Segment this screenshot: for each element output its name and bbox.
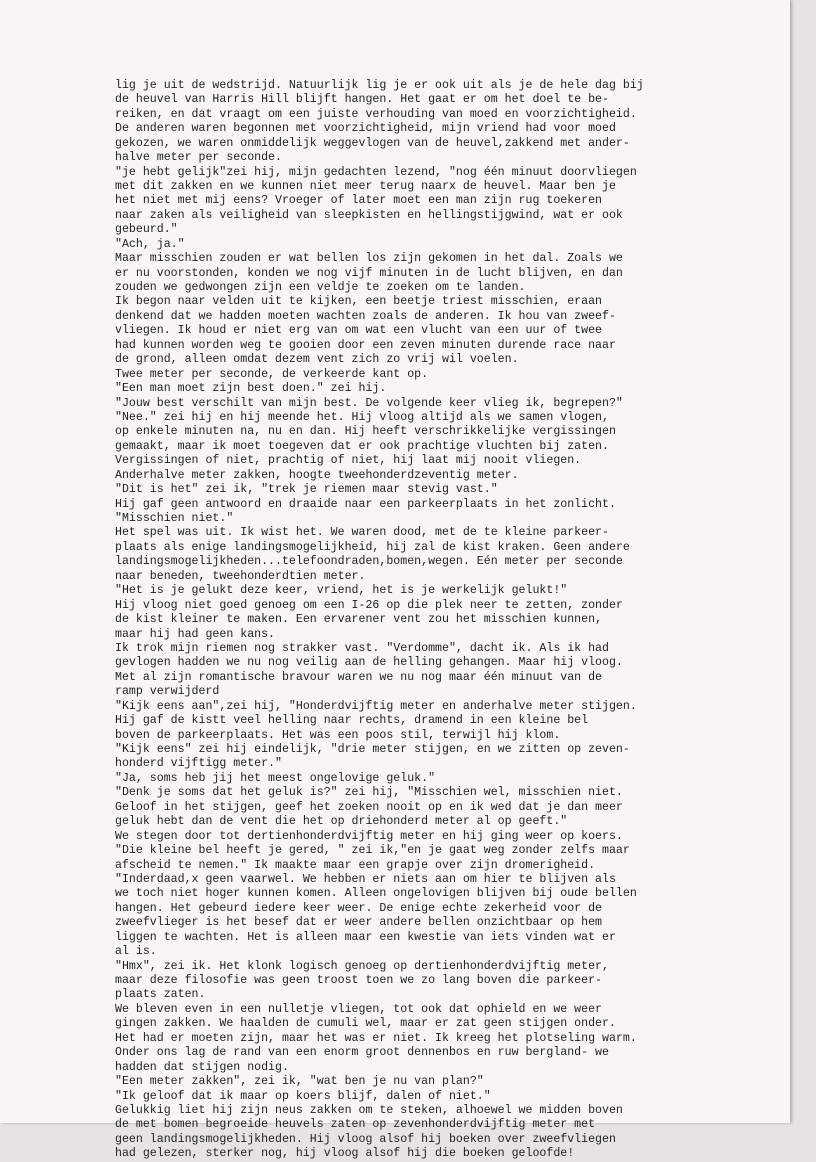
text-line: we toch niet hoger kunnen komen. Alleen ongelovigen blijven bij oude bellen	[115, 887, 637, 901]
text-line: geluk hebt dan de vent die het op driehonderd meter al op geeft."	[115, 815, 568, 829]
text-line: de kist kleiner te maken. Een ervarener vent zou het misschien kunnen,	[115, 613, 603, 627]
text-line: zouden we gedwongen zijn een veldje te zoeken om te landen.	[115, 281, 526, 295]
text-line: We stegen door tot dertienhonderdvijftig meter en hij ging weer op koers.	[115, 829, 623, 843]
text-line: "Ja, soms heb jij het meest ongelovige geluk."	[115, 771, 436, 785]
text-line: "Kijk eens" zei hij eindelijk, "drie meter stijgen, en we zitten op zeven-	[115, 743, 630, 757]
text-line: "Die kleine bel heeft je gered, " zei ik,"en je gaat weg zonder zelfs maar	[115, 844, 630, 858]
text-line: Geloof in het stijgen, geef het zoeken nooit op en ik wed dat je dan meer	[115, 800, 623, 814]
text-line: hangen. Het gebeurd iedere keer weer. De enige echte zekerheid voor de	[115, 901, 603, 915]
text-line: plaats als enige landingsmogelijkheid, hij zal de kist kraken. Geen andere	[115, 540, 630, 554]
text-line: had kunnen worden weg te gooien door een zeven minuten durende race naar	[115, 338, 616, 352]
text-line: op enkele minuten na, nu en dan. Hij heeft verschrikkelijke vergissingen	[115, 425, 616, 439]
text-line: Vergissingen of niet, prachtig of niet, hij laat mij nooit vliegen.	[115, 454, 582, 468]
text-line: "Ik geloof dat ik maar op koers blijf, dalen of niet."	[115, 1089, 491, 1103]
text-line: "Denk je soms dat het geluk is?" zei hij, "Misschien wel, misschien niet.	[115, 786, 623, 800]
text-line: Het had er moeten zijn, maar het was er niet. Ik kreeg het plotseling warm.	[115, 1031, 637, 1045]
text-line: "Een man moet zijn best doen." zei hij.	[115, 382, 387, 396]
text-line: reiken, en dat vraagt om een juiste verhouding van moed en voorzichtigheid.	[115, 107, 637, 121]
text-line: "Jouw best verschilt van mijn best. De volgende keer vlieg ik, begrepen?"	[115, 396, 623, 410]
text-line: gekozen, we waren onmiddelijk weggevlogen van de heuvel,zakkend met ander-	[115, 136, 630, 150]
text-line: geen landingsmogelijkheden. Hij vloog alsof hij boeken over zweefvliegen	[115, 1132, 616, 1146]
text-line: gevlogen hadden we nu nog veilig aan de helling gehangen. Maar hij vloog.	[115, 656, 623, 670]
text-line: Het spel was uit. Ik wist het. We waren dood, met de te kleine parkeer-	[115, 526, 609, 540]
text-line: "Misschien niet."	[115, 512, 234, 526]
text-line: denkend dat we hadden moeten wachten zoals de anderen. Ik hou van zweef-	[115, 309, 616, 323]
text-line: naar zaken als veiligheid van sleepkisten en hellingstijgwind, wat er ook	[115, 208, 623, 222]
text-line: boven de parkeerplaats. Het was een poos stil, terwijl hij klom.	[115, 728, 561, 742]
text-line: gingen zakken. We haalden de cumuli wel, maar er zat geen stijgen onder.	[115, 1017, 616, 1031]
text-line: landingsmogelijkheden...telefoondraden,bomen,wegen. Eén meter per seconde	[115, 555, 623, 569]
text-line: er nu voorstonden, konden we nog vijf minuten in de lucht blijven, en dan	[115, 266, 623, 280]
text-line: lig je uit de wedstrijd. Natuurlijk lig je er ook uit als je de hele dag bij	[115, 78, 644, 92]
text-line: "je hebt gelijk"zei hij, mijn gedachten lezend, "nog één minuut doorvliegen	[115, 165, 637, 179]
text-line: Ik begon naar velden uit te kijken, een beetje triest misschien, eraan	[115, 295, 603, 309]
text-line: gemaakt, maar ik moet toegeven dat er ook prachtige vluchten bij zaten.	[115, 439, 609, 453]
text-line: Twee meter per seconde, de verkeerde kant op.	[115, 367, 429, 381]
text-line: "Hmx", zei ik. Het klonk logisch genoeg op dertienhonderdvijftig meter,	[115, 959, 609, 973]
text-line: "Inderdaad,x geen vaarwel. We hebben er niets aan om hier te blijven als	[115, 872, 616, 886]
text-line: de heuvel van Harris Hill blijft hangen. Het gaat er om het doel te be-	[115, 93, 609, 107]
text-line: hadden dat stijgen nodig.	[115, 1060, 289, 1074]
text-line: afscheid te nemen." Ik maakte maar een grapje over zijn dromerigheid.	[115, 858, 596, 872]
text-line: Ik trok mijn riemen nog strakker vast. "Verdomme", dacht ik. Als ik had	[115, 641, 609, 655]
text-line: naar beneden, tweehonderdtien meter.	[115, 569, 366, 583]
typewritten-text	[115, 50, 675, 1162]
text-line: halve meter per seconde.	[115, 151, 282, 165]
text-line: plaats zaten.	[115, 988, 206, 1002]
text-line: maar hij had geen kans.	[115, 627, 276, 641]
text-line: de grond, alleen omdat dezem vent zich zo vrij wil voelen.	[115, 353, 519, 367]
text-line: Onder ons lag de rand van een enorm groot dennenbos en ruw bergland- we	[115, 1046, 609, 1060]
text-line: vliegen. Ik houd er niet erg van om wat een vlucht van een uur of twee	[115, 324, 603, 338]
text-line: de met bomen begroeide heuvels zaten op zevenhonderdvijftig meter met	[115, 1118, 596, 1132]
text-line: al is.	[115, 945, 157, 959]
text-line: Met al zijn romantische bravour waren we nu nog maar één minuut van de	[115, 670, 603, 684]
text-line: liggen te wachten. Het is alleen maar een kwestie van iets vinden wat er	[115, 930, 616, 944]
text-line: "Het is je gelukt deze keer, vriend, het is je werkelijk gelukt!"	[115, 584, 568, 598]
text-line: "Nee." zei hij en hij meende het. Hij vloog altijd als we samen vlogen,	[115, 410, 609, 424]
text-line: het niet met mij eens? Vroeger of later moet een man zijn rug toekeren	[115, 194, 603, 208]
text-line: honderd vijftigg meter."	[115, 757, 282, 771]
text-line: gebeurd."	[115, 223, 178, 237]
text-line: Gelukkig liet hij zijn neus zakken om te steken, alhoewel we midden boven	[115, 1103, 623, 1117]
text-line: De anderen waren begonnen met voorzichtigheid, mijn vriend had voor moed	[115, 122, 616, 136]
text-line: Maar misschien zouden er wat bellen los zijn gekomen in het dal. Zoals we	[115, 252, 623, 266]
text-line: zweefvlieger is het besef dat er weer andere bellen onzichtbaar op hem	[115, 916, 603, 930]
text-line: Hij gaf geen antwoord en draaide naar een parkeerplaats in het zonlicht.	[115, 497, 616, 511]
text-line: "Kijk eens aan",zei hij, "Honderdvijftig meter en anderhalve meter stijgen.	[115, 699, 637, 713]
text-line: "Een meter zakken", zei ik, "wat ben je nu van plan?"	[115, 1075, 484, 1089]
text-line: met dit zakken en we kunnen niet meer terug naarx de heuvel. Maar ben je	[115, 179, 616, 193]
text-line: ramp verwijderd	[115, 685, 220, 699]
text-line: Hij gaf de kistt veel helling naar rechts, dramend in een kleine bel	[115, 714, 589, 728]
text-line: "Dit is het" zei ik, "trek je riemen maar stevig vast."	[115, 483, 498, 497]
text-line: We bleven even in een nulletje vliegen, tot ook dat ophield en we weer	[115, 1002, 603, 1016]
text-line: "Ach, ja."	[115, 237, 185, 251]
text-line: Hij vloog niet goed genoeg om een I-26 op die plek neer te zetten, zonder	[115, 598, 623, 612]
text-line: Anderhalve meter zakken, hoogte tweehonderdzeventig meter.	[115, 468, 519, 482]
text-line: maar deze filosofie was geen troost toen we zo lang boven die parkeer-	[115, 974, 603, 988]
text-line: had gelezen, sterker nog, hij vloog alsof hij die boeken geloofde!	[115, 1147, 575, 1161]
